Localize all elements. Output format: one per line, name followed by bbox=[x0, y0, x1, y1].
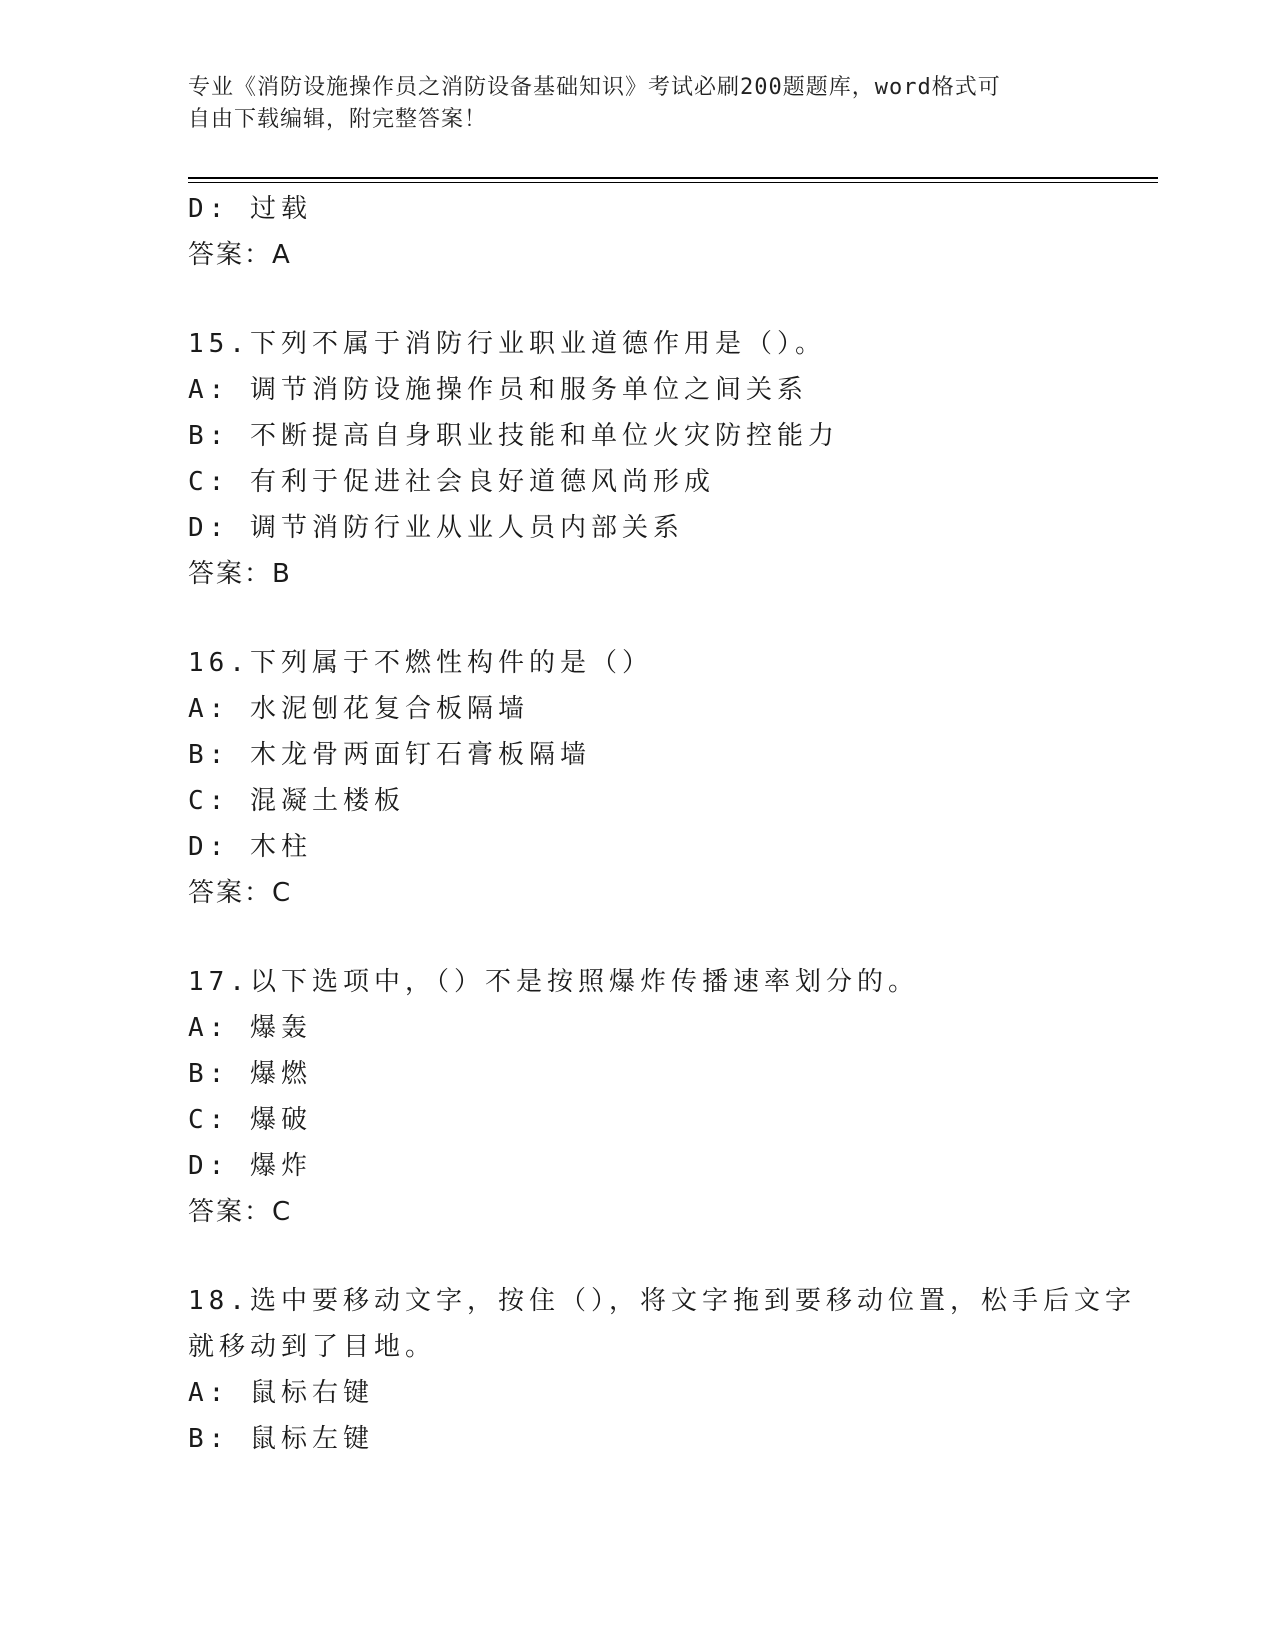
option-b: B: 木龙骨两面钉石膏板隔墙 bbox=[188, 740, 591, 770]
option-b: B: 鼠标左键 bbox=[188, 1424, 374, 1454]
question-stem: 17.以下选项中，（）不是按照爆炸传播速率划分的。 bbox=[188, 967, 919, 997]
document-header bbox=[188, 72, 1088, 136]
option-a: A: 鼠标右键 bbox=[188, 1378, 374, 1408]
header-line-1: 专业《消防设施操作员之消防设备基础知识》考试必刷200题题库，word格式可 bbox=[188, 75, 1001, 100]
option-d: D: 调节消防行业从业人员内部关系 bbox=[188, 513, 684, 543]
question-stem-line-1: 18.选中要移动文字，按住（），将文字拖到要移动位置，松手后文字 bbox=[188, 1286, 1136, 1316]
option-c: C: 有利于促进社会良好道德风尚形成 bbox=[188, 467, 715, 497]
option-d: D: 爆炸 bbox=[188, 1151, 312, 1181]
option-c: C: 混凝土楼板 bbox=[188, 786, 405, 816]
question-17 bbox=[188, 959, 1088, 1235]
option-b: B: 不断提高自身职业技能和单位火灾防控能力 bbox=[188, 421, 839, 451]
answer-line: 答案：B bbox=[188, 559, 292, 589]
question-list bbox=[188, 186, 1136, 1462]
question-18 bbox=[188, 1278, 1136, 1462]
header-line-2: 自由下载编辑，附完整答案！ bbox=[188, 107, 488, 132]
option-b: B: 爆燃 bbox=[188, 1059, 312, 1089]
answer-line: 答案：C bbox=[188, 878, 293, 908]
option-d: D: 过载 bbox=[188, 194, 312, 224]
header-rule-thin bbox=[188, 182, 1158, 183]
option-a: A: 调节消防设施操作员和服务单位之间关系 bbox=[188, 375, 808, 405]
question-stem-line-2: 就移动到了目地。 bbox=[188, 1332, 437, 1362]
option-a: A: 爆轰 bbox=[188, 1013, 312, 1043]
answer-line: 答案：A bbox=[188, 240, 292, 270]
header-rule-thick bbox=[188, 177, 1158, 179]
question-stem: 16.下列属于不燃性构件的是（） bbox=[188, 648, 653, 678]
answer-line: 答案：C bbox=[188, 1197, 293, 1227]
option-d: D: 木柱 bbox=[188, 832, 312, 862]
question-15 bbox=[188, 321, 1088, 597]
question-stem: 15.下列不属于消防行业职业道德作用是（）。 bbox=[188, 329, 826, 359]
question-16 bbox=[188, 640, 1088, 916]
option-c: C: 爆破 bbox=[188, 1105, 312, 1135]
previous-question-tail bbox=[188, 186, 1088, 278]
option-a: A: 水泥刨花复合板隔墙 bbox=[188, 694, 529, 724]
